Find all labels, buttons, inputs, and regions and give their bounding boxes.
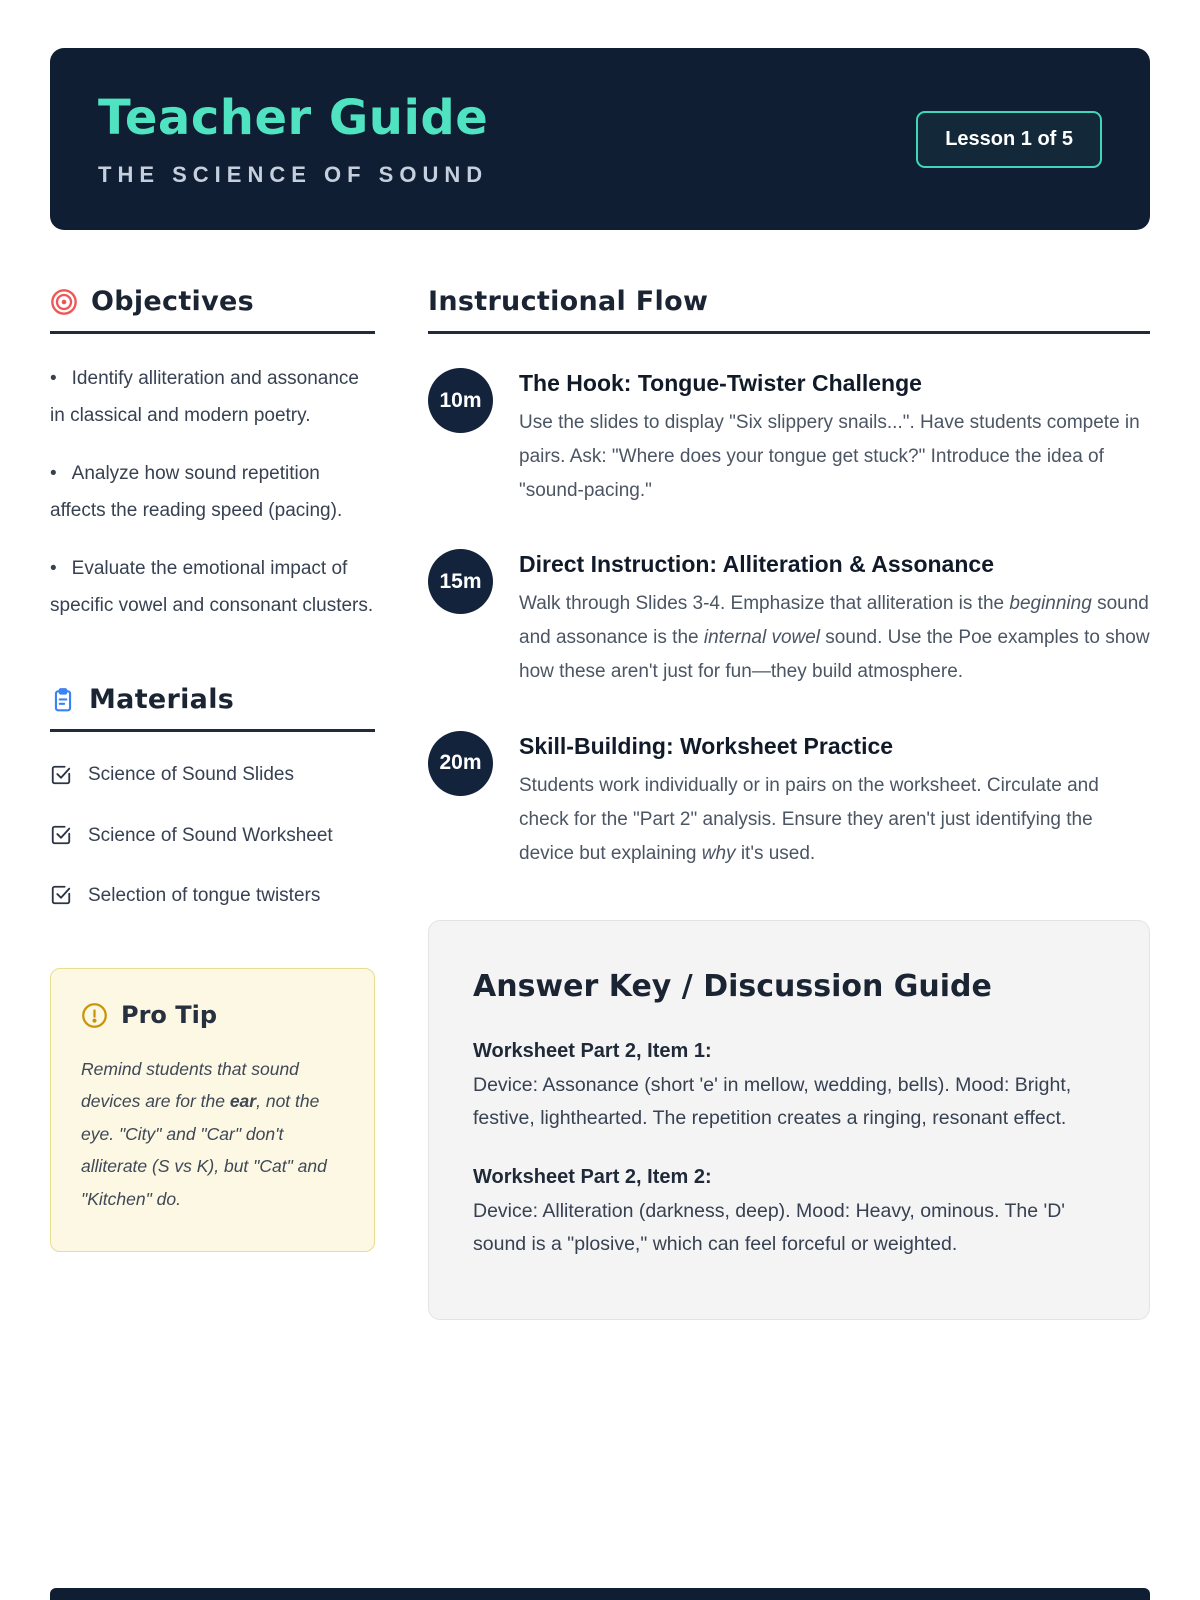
step-description [519,587,1150,688]
step-description [519,406,1150,507]
step-body [519,368,1150,507]
flow-steps-list [428,368,1150,870]
content-columns [50,286,1150,1320]
step-body [519,549,1150,688]
text-segment: , not the eye. "City" and "Car" don't alliterate (S vs K), but "Cat" and "Kitchen" do. [81,1091,327,1209]
objective-item: • Analyze how sound repetition affects the reading speed (pacing). [50,463,343,522]
answer-key-panel [428,920,1150,1320]
clipboard-icon [50,687,76,713]
alert-circle-icon [81,1002,108,1029]
time-badge: 10m [428,368,493,433]
pro-tip-heading-label: Pro Tip [121,1001,218,1030]
text-segment: internal vowel [703,627,821,649]
answer-item-label: Worksheet Part 2, Item 2: [473,1165,712,1188]
material-item [50,758,375,791]
text-segment: beginning [1009,593,1092,615]
text-segment: why [701,842,736,864]
material-label: Selection of tongue twisters [88,884,321,906]
page-title: Teacher Guide [98,90,489,146]
material-item [50,819,375,852]
answer-item-text: Device: Assonance (short 'e' in mellow, wedding, bells). Mood: Bright, festive, lighthearted. The repetition creates a ringing, resonant effect. [473,1074,1072,1130]
right-column [428,286,1150,1320]
material-label: Science of Sound Worksheet [88,824,333,846]
answer-key-list [473,1040,1105,1261]
text-segment: sound. Use the Poe examples to show how these aren't just for fun—they build atmosphere. [519,627,1150,683]
text-segment: sound and assonance is the [519,593,1149,649]
objectives-list [50,360,375,624]
answer-item-label: Worksheet Part 2, Item 1: [473,1040,712,1063]
pro-tip-heading [81,1001,344,1029]
answer-key-heading: Answer Key / Discussion Guide [473,969,992,1005]
flow-step [428,731,1150,870]
objectives-section [50,286,375,624]
instructional-flow-heading: Instructional Flow [428,286,1150,334]
materials-heading-label: Materials [89,684,235,716]
target-icon [50,288,78,316]
lesson-badge: Lesson 1 of 5 [916,111,1102,168]
objectives-heading [50,286,375,334]
page-subtitle: THE SCIENCE OF SOUND [98,162,489,187]
checkbox-icon [50,824,72,846]
instructional-flow-section [428,286,1150,870]
pro-tip-text [81,1053,344,1215]
text-segment: Students work individually or in pairs on the worksheet. Circulate and check for the "Part 2" analysis. Ensure they aren't just identifying the device but explaining [519,774,1099,864]
material-label: Science of Sound Slides [88,764,294,786]
pro-tip-box [50,968,375,1252]
objectives-heading-label: Objectives [91,286,254,317]
step-title: Direct Instruction: Alliteration & Assonance [519,551,994,578]
flow-step [428,368,1150,507]
answer-item-text: Device: Alliteration (darkness, deep). Mood: Heavy, ominous. The 'D' sound is a "plosive," which can feel forceful or weighted. [473,1199,1065,1255]
materials-list [50,758,375,912]
header-banner [50,48,1150,230]
bullet-icon: • [50,463,57,485]
objective-item: • Identify alliteration and assonance in classical and modern poetry. [50,368,359,427]
bullet-icon: • [50,558,57,580]
left-column [50,286,375,1320]
step-title: The Hook: Tongue-Twister Challenge [519,370,922,396]
text-segment: ear [229,1091,257,1112]
checkbox-icon [50,764,72,786]
material-item [50,879,375,912]
bullet-icon: • [50,368,57,389]
flow-step [428,549,1150,688]
step-body [519,731,1150,870]
step-title: Skill-Building: Worksheet Practice [519,732,894,759]
materials-heading [50,684,375,732]
checkbox-icon [50,884,72,906]
header-text [98,90,488,188]
text-segment: Remind students that sound devices are for the [81,1059,299,1112]
text-segment: Use the slides to display "Six slippery snails...". Have students compete in pairs. Ask: "Where does your tongue get stuck?" Introduce the idea of "sound-pacing." [519,412,1140,501]
text-segment: Walk through Slides 3-4. Emphasize that alliteration is the [519,593,1010,615]
text-segment: it's used. [735,842,816,864]
footer-bar [50,1588,1150,1600]
materials-section [50,684,375,912]
time-badge: 20m [428,731,493,796]
step-description [519,769,1150,870]
objective-item: • Evaluate the emotional impact of specific vowel and consonant clusters. [50,558,374,617]
time-badge: 15m [428,549,493,614]
